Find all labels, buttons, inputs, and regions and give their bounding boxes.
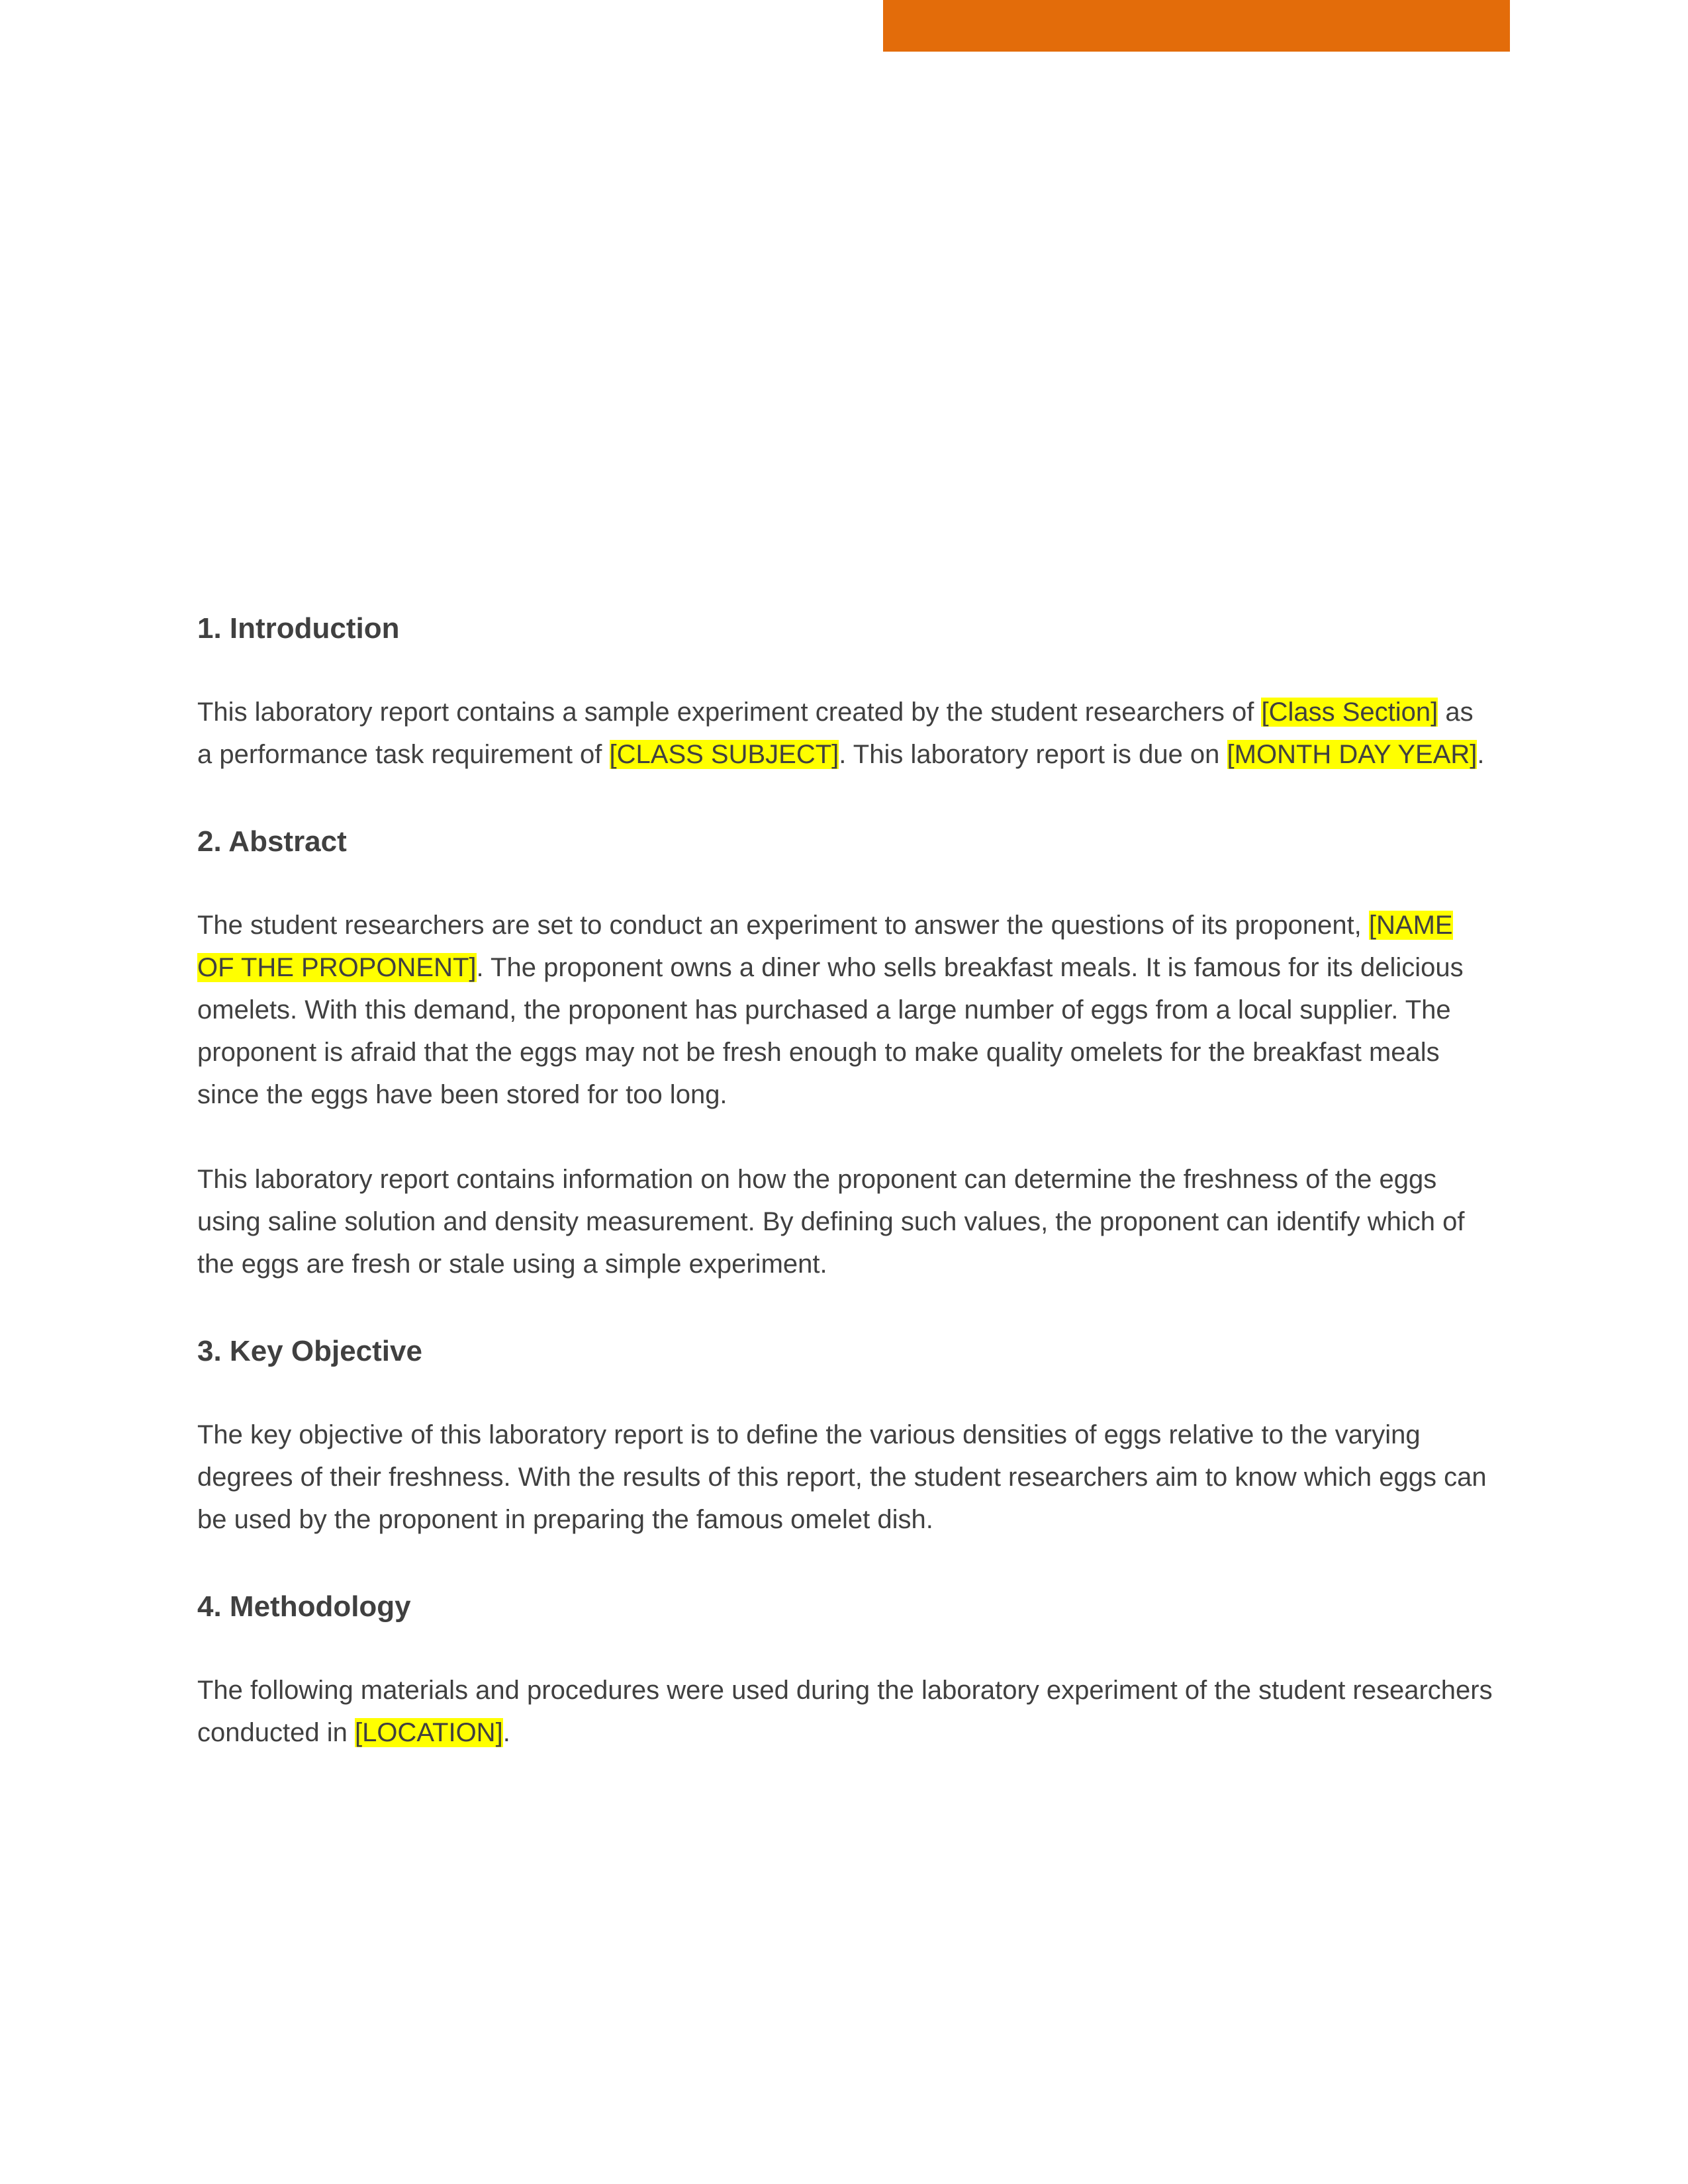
section-introduction <box>197 609 1495 776</box>
text-run: The student researchers are set to conduct an experiment to answer the questions of its proponent, <box>197 911 1369 940</box>
section-methodology <box>197 1587 1495 1754</box>
placeholder-due-date: [MONTH DAY YEAR] <box>1227 740 1477 769</box>
header-accent-bar <box>883 0 1510 52</box>
document-body <box>197 609 1495 1796</box>
section-heading-methodology: 4. Methodology <box>197 1590 411 1623</box>
text-run: . <box>502 1718 510 1747</box>
text-run: . This laboratory report is due on <box>839 740 1227 769</box>
abstract-paragraph-1 <box>197 904 1495 1116</box>
introduction-paragraph <box>197 691 1495 776</box>
placeholder-proponent-name: [NAME OF THE PROPONENT] <box>197 911 1453 982</box>
abstract-paragraph-2: This laboratory report contains information on how the proponent can determine the freshness of the eggs using saline solution and density measurement. By defining such values, the proponent can identify which of the eggs are fresh or stale using a simple experiment. <box>197 1165 1465 1279</box>
methodology-paragraph <box>197 1669 1495 1754</box>
text-run: . The proponent owns a diner who sells breakfast meals. It is famous for its delicious omelets. With this demand, the proponent has purchased a large number of eggs from a local supplier. The proponent is afraid that the eggs may not be fresh enough to make quality omelets for the breakfast meals since the eggs have been stored for too long. <box>197 953 1464 1109</box>
section-heading-key-objective: 3. Key Objective <box>197 1335 422 1367</box>
placeholder-class-section: [Class Section] <box>1261 698 1438 727</box>
section-key-objective <box>197 1332 1495 1541</box>
section-heading-introduction: 1. Introduction <box>197 612 400 645</box>
section-heading-abstract: 2. Abstract <box>197 825 347 858</box>
text-run: This laboratory report contains a sample experiment created by the student researchers of <box>197 698 1262 727</box>
text-run: as a performance task requirement of <box>197 698 1474 769</box>
text-run: . <box>1477 740 1485 769</box>
text-run: The following materials and procedures were used during the laboratory experiment of the student researchers conducted in <box>197 1676 1493 1747</box>
placeholder-class-subject: [CLASS SUBJECT] <box>609 740 839 769</box>
section-abstract <box>197 822 1495 1285</box>
placeholder-location: [LOCATION] <box>354 1718 503 1747</box>
objective-paragraph: The key objective of this laboratory report is to define the various densities of eggs relative to the varying degrees of their freshness. With the results of this report, the student researchers aim to know which eggs can be used by the proponent in preparing the famous omelet dish. <box>197 1420 1487 1534</box>
